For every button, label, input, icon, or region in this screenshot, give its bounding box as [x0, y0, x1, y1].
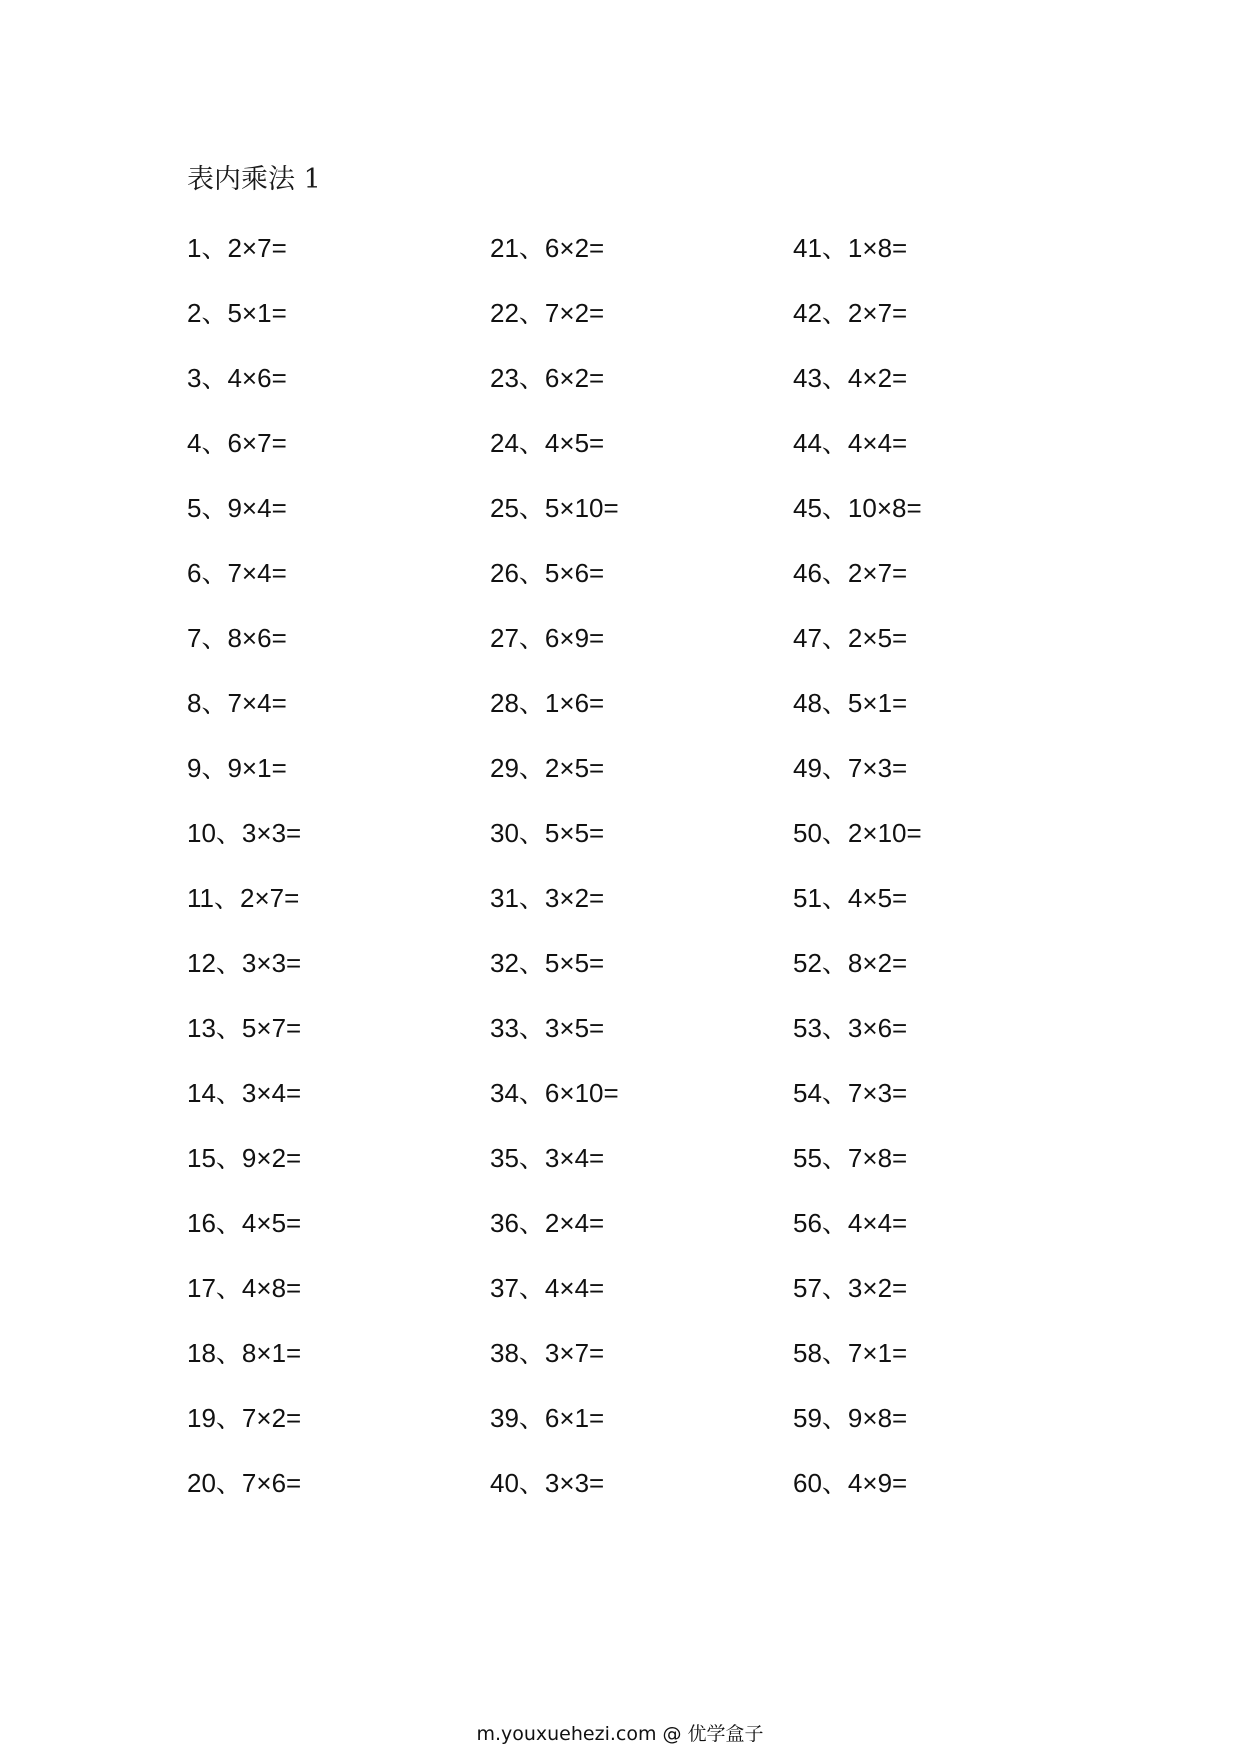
problem-item: 6、7×4=: [187, 558, 287, 588]
problem-item: 15、9×2=: [187, 1143, 302, 1173]
problem-item: 19、7×2=: [187, 1403, 302, 1433]
problem-item: 28、1×6=: [490, 688, 605, 718]
problem-item: 31、3×2=: [490, 883, 605, 913]
problem-item: 27、6×9=: [490, 623, 605, 653]
problem-item: 29、2×5=: [490, 753, 605, 783]
problem-item: 51、4×5=: [793, 883, 908, 913]
problem-item: 1、2×7=: [187, 233, 287, 263]
problem-item: 43、4×2=: [793, 363, 908, 393]
problem-item: 59、9×8=: [793, 1403, 908, 1433]
problem-item: 16、4×5=: [187, 1208, 302, 1238]
problem-item: 57、3×2=: [793, 1273, 908, 1303]
problem-item: 21、6×2=: [490, 233, 605, 263]
problem-item: 12、3×3=: [187, 948, 302, 978]
problem-item: 44、4×4=: [793, 428, 908, 458]
problem-item: 53、3×6=: [793, 1013, 908, 1043]
problem-item: 34、6×10=: [490, 1078, 619, 1108]
problem-item: 60、4×9=: [793, 1468, 908, 1498]
problem-item: 32、5×5=: [490, 948, 605, 978]
problem-item: 47、2×5=: [793, 623, 908, 653]
problem-item: 11、2×7=: [187, 883, 300, 913]
problem-item: 8、7×4=: [187, 688, 287, 718]
footer-watermark: m.youxuehezi.com @ 优学盒子: [476, 1723, 764, 1745]
problem-item: 46、2×7=: [793, 558, 908, 588]
problem-item: 22、7×2=: [490, 298, 605, 328]
problem-item: 41、1×8=: [793, 233, 908, 263]
problem-item: 24、4×5=: [490, 428, 605, 458]
problem-item: 5、9×4=: [187, 493, 287, 523]
problem-item: 58、7×1=: [793, 1338, 908, 1368]
problem-item: 26、5×6=: [490, 558, 605, 588]
problem-item: 36、2×4=: [490, 1208, 605, 1238]
problem-column-2: [490, 228, 790, 1528]
problem-item: 14、3×4=: [187, 1078, 302, 1108]
problem-item: 33、3×5=: [490, 1013, 605, 1043]
problem-item: 52、8×2=: [793, 948, 908, 978]
problem-item: 50、2×10=: [793, 818, 922, 848]
problem-item: 17、4×8=: [187, 1273, 302, 1303]
problem-item: 45、10×8=: [793, 493, 922, 523]
problem-item: 54、7×3=: [793, 1078, 908, 1108]
problem-item: 3、4×6=: [187, 363, 287, 393]
problem-item: 25、5×10=: [490, 493, 619, 523]
problem-item: 49、7×3=: [793, 753, 908, 783]
problem-item: 20、7×6=: [187, 1468, 302, 1498]
problem-item: 48、5×1=: [793, 688, 908, 718]
problem-item: 7、8×6=: [187, 623, 287, 653]
problem-item: 37、4×4=: [490, 1273, 605, 1303]
problem-item: 56、4×4=: [793, 1208, 908, 1238]
problem-item: 18、8×1=: [187, 1338, 302, 1368]
problem-item: 55、7×8=: [793, 1143, 908, 1173]
problem-item: 42、2×7=: [793, 298, 908, 328]
problem-column-1: [187, 228, 487, 1528]
problem-item: 2、5×1=: [187, 298, 287, 328]
problem-item: 4、6×7=: [187, 428, 287, 458]
problem-item: 23、6×2=: [490, 363, 605, 393]
problem-item: 13、5×7=: [187, 1013, 302, 1043]
problem-item: 35、3×4=: [490, 1143, 605, 1173]
problem-column-3: [793, 228, 1093, 1528]
problem-item: 10、3×3=: [187, 818, 302, 848]
problem-item: 40、3×3=: [490, 1468, 605, 1498]
page-title: 表内乘法 1: [187, 164, 321, 195]
problem-item: 39、6×1=: [490, 1403, 605, 1433]
problem-item: 9、9×1=: [187, 753, 287, 783]
problem-item: 38、3×7=: [490, 1338, 605, 1368]
problem-item: 30、5×5=: [490, 818, 605, 848]
